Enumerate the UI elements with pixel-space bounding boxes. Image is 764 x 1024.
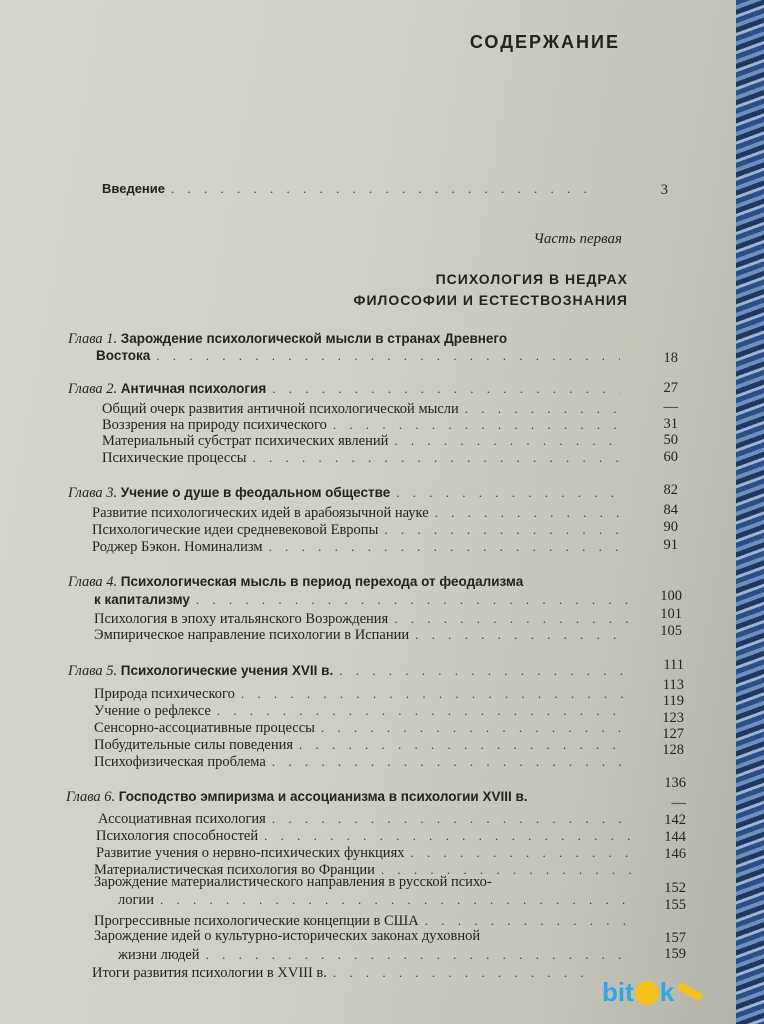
chapter-3-page: 82	[663, 482, 678, 498]
section-page: 50	[663, 432, 678, 448]
section-page: 90	[663, 519, 678, 535]
leader-dots	[272, 753, 628, 770]
leader-dots	[217, 702, 628, 719]
part-label: Часть первая	[533, 231, 622, 247]
chapter-4-glava: Глава 4.	[68, 574, 118, 590]
toc-entry	[94, 685, 634, 703]
leader-dots	[415, 626, 628, 643]
toc-entry	[92, 538, 626, 556]
section-title: Общий очерк развития античной психологической мысли	[102, 401, 459, 417]
chapter-4-heading	[68, 573, 638, 591]
section-title: Зарождение материалистического направления в русской психо-	[94, 874, 492, 890]
section-title: Ассоциативная психология	[98, 811, 266, 827]
chapter-3-title: Учение о душе в феодальном обществе	[120, 485, 391, 500]
toc-entry-cont	[118, 891, 638, 909]
section-page: 127	[662, 726, 684, 742]
watermark-text-2: k	[659, 976, 675, 1007]
section-title: Побудительные силы поведения	[94, 737, 294, 753]
section-page: —	[663, 399, 678, 415]
leader-dots	[465, 400, 620, 417]
toc-entry	[94, 719, 634, 737]
chapter-4-page: 100	[660, 588, 682, 604]
section-title: Материалистическая психология во Франции	[94, 862, 375, 878]
section-page: 128	[662, 742, 684, 758]
chapter-5-glava: Глава 5.	[68, 663, 118, 679]
section-page: 60	[663, 449, 678, 465]
section-title: Психофизическая проблема	[94, 754, 266, 770]
leader-dots	[394, 610, 628, 627]
leader-dots	[206, 946, 632, 963]
section-page: —	[671, 795, 686, 811]
toc-entry	[94, 736, 634, 754]
section-title-line2: логии	[118, 892, 154, 908]
leader-dots	[196, 591, 628, 608]
coin-icon	[635, 981, 659, 1005]
chapter-2-title: Античная психология	[120, 381, 267, 396]
chapter-2-page: 27	[663, 380, 678, 396]
section-title: Природа психического	[94, 686, 235, 702]
leader-dots	[321, 719, 628, 736]
leader-dots	[339, 662, 628, 679]
section-page: 159	[664, 946, 686, 962]
leader-dots	[394, 432, 620, 449]
section-title: Прогрессивные психологические концепции в США	[94, 913, 419, 929]
intro-label: Введение	[102, 181, 165, 196]
leader-dots	[272, 380, 620, 397]
section-title: Сенсорно-ассоциативные процессы	[94, 720, 315, 736]
section-page: 144	[664, 829, 686, 845]
section-page: 146	[664, 846, 686, 862]
chapter-3-heading	[68, 484, 626, 502]
leader-dots	[160, 891, 632, 908]
toc-entry	[92, 504, 626, 522]
chapter-5-title: Психологические учения XVII в.	[120, 663, 334, 678]
toc-entry-cont	[118, 946, 638, 964]
section-page: 157	[664, 930, 686, 946]
leader-dots	[269, 538, 620, 555]
toc-entry	[96, 827, 638, 845]
chapter-3-glava: Глава 3.	[68, 485, 118, 501]
toc-entry	[96, 844, 638, 862]
chapter-6-heading	[66, 788, 636, 806]
leader-dots	[272, 810, 632, 827]
toc-entry-intro	[102, 180, 602, 197]
section-page: 142	[664, 812, 686, 828]
chapter-6-title: Господство эмпиризма и ассоцианизма в психологии XVIII в.	[118, 789, 528, 804]
section-title: Развитие психологических идей в арабоязычной науке	[92, 505, 429, 521]
toc-entry	[102, 432, 626, 450]
leader-dots	[241, 685, 628, 702]
section-title: Воззрения на природу психического	[102, 417, 327, 433]
chapter-1-heading	[68, 330, 628, 348]
part-heading-line1: ПСИХОЛОГИЯ В НЕДРАХ	[435, 271, 628, 287]
section-page: 152	[664, 880, 686, 896]
section-title: Материальный субстрат психических явлений	[102, 433, 389, 449]
leader-dots	[333, 964, 592, 981]
section-title: Учение о рефлексе	[94, 703, 211, 719]
toc-entry	[92, 521, 626, 539]
intro-page: 3	[660, 182, 668, 198]
section-title: Роджер Бэкон. Номинализм	[92, 539, 263, 555]
chapter-2-heading	[68, 380, 626, 398]
toc-entry	[94, 753, 634, 771]
section-title: Психология в эпоху итальянского Возрождения	[94, 611, 389, 627]
chapter-6-glava: Глава 6.	[66, 789, 116, 805]
section-page: 105	[660, 623, 682, 639]
toc-entry	[102, 449, 626, 467]
section-title-line2: жизни людей	[118, 947, 200, 963]
leader-dots	[435, 504, 620, 521]
section-title: Психологические идеи средневековой Европы	[92, 522, 379, 538]
toc-entry	[94, 874, 638, 891]
section-page: 123	[662, 710, 684, 726]
section-page: 119	[662, 693, 684, 709]
chapter-4-title-line2: к капитализму	[94, 592, 190, 607]
watermark-text-1: bit	[602, 976, 634, 1007]
chapter-1-title: Зарождение психологической мысли в странах Древнего	[120, 331, 508, 346]
section-page: 155	[664, 897, 686, 913]
chapter-2-glava: Глава 2.	[68, 381, 118, 397]
section-page: 91	[663, 537, 678, 553]
toc-entry	[94, 626, 634, 644]
section-title: Психология способностей	[96, 828, 259, 844]
leader-dots	[384, 521, 620, 538]
toc-entry	[94, 702, 634, 720]
leader-dots	[425, 912, 632, 929]
chapter-4-title: Психологическая мысль в период перехода от феодализма	[120, 574, 524, 589]
chapter-5-page: 111	[663, 657, 684, 673]
section-title: Зарождение идей о культурно-исторических законах духовной	[94, 928, 481, 944]
section-title: Психические процессы	[102, 450, 247, 466]
leader-dots	[171, 180, 596, 197]
hammer-icon	[677, 982, 704, 1001]
part-heading-line2: ФИЛОСОФИИ И ЕСТЕСТВОЗНАНИЯ	[353, 292, 628, 308]
watermark-logo	[602, 972, 752, 1012]
section-title: Развитие учения о нервно-психических функциях	[96, 845, 405, 861]
section-page: 101	[660, 606, 682, 622]
page-title: СОДЕРЖАНИЕ	[469, 32, 620, 52]
toc-entry	[98, 810, 638, 828]
chapter-4-title-cont	[94, 591, 634, 608]
leader-dots	[333, 416, 620, 433]
section-page: 31	[663, 416, 678, 432]
chapter-1-title-line2: Востока	[96, 348, 151, 363]
section-title: Итоги развития психологии в XVIII в.	[92, 965, 327, 981]
leader-dots	[299, 736, 628, 753]
chapter-1-page: 18	[663, 350, 678, 366]
toc-entry	[94, 928, 642, 945]
chapter-6-page: 136	[664, 775, 686, 791]
leader-dots	[156, 347, 620, 364]
chapter-1-title-cont	[96, 347, 626, 364]
chapter-1-glava: Глава 1.	[68, 331, 118, 347]
leader-dots	[411, 844, 633, 861]
section-page: 84	[663, 502, 678, 518]
toc-entry	[92, 964, 598, 982]
chapter-5-heading	[68, 662, 634, 680]
section-page: 113	[662, 677, 684, 693]
section-title: Эмпирическое направление психологии в Испании	[94, 627, 410, 643]
leader-dots	[253, 449, 621, 466]
leader-dots	[264, 827, 632, 844]
book-cover-edge	[736, 0, 764, 1024]
leader-dots	[396, 484, 620, 501]
